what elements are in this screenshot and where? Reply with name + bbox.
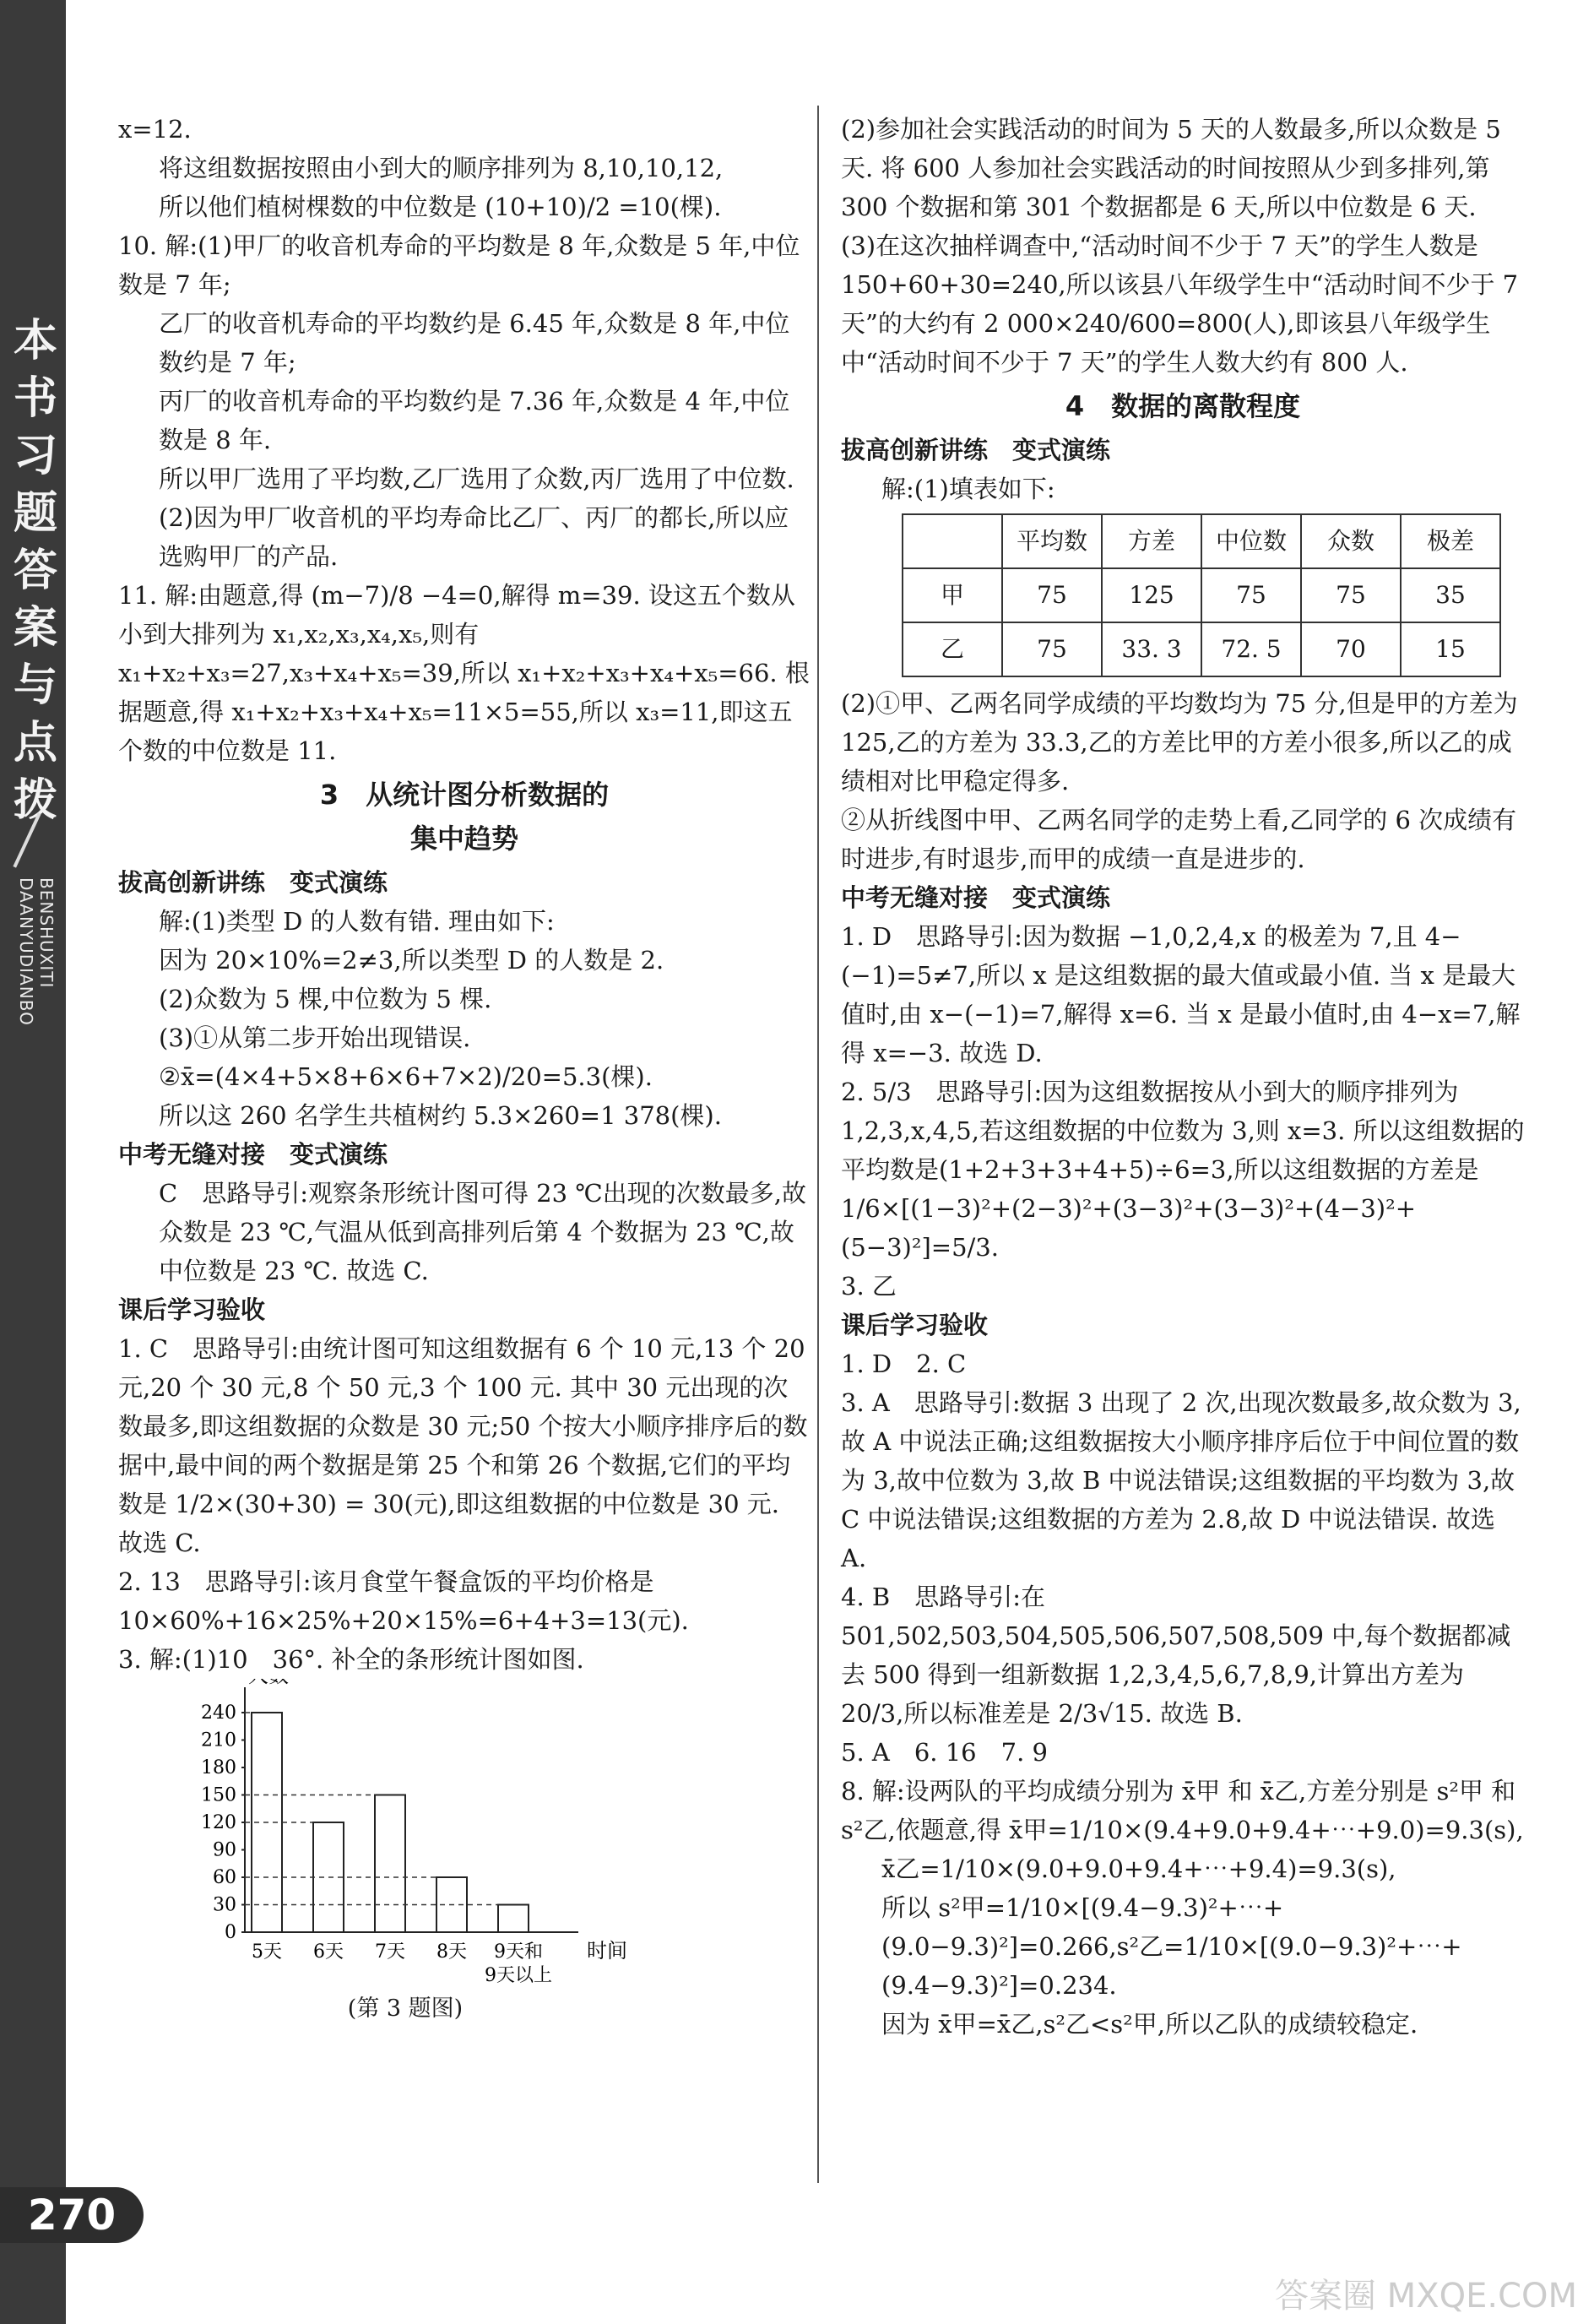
- column-divider: [817, 106, 819, 2183]
- text-line: 所以甲厂选用了平均数,乙厂选用了众数,丙厂选用了中位数.: [159, 464, 794, 493]
- text-line: 4. B 思路导引:在 501,502,503,504,505,506,507,508,509 中,每个数据都减去 500 得到一组新数据 1,2,3,4,5,6,7,8,9,计算出方差为 20/3,所以标准差是 2/3√15. 故选 B.: [841, 1583, 1511, 1728]
- x-tick-label: 9天以上: [485, 1965, 552, 1983]
- bar: [375, 1795, 405, 1933]
- table-cell: 75: [1002, 568, 1102, 622]
- y-tick-label: 0: [225, 1922, 236, 1943]
- table-cell: 75: [1301, 568, 1401, 622]
- table-cell: 125: [1102, 568, 1201, 622]
- sidebar-title-char: 拨: [13, 775, 57, 826]
- text-line: (3)在这次抽样调查中,“活动时间不少于 7 天”的学生人数是 150+60+30=240,所以该县八年级学生中“活动时间不少于 7 天”的大约有 2 000×240/600=800(人),即该县八年级学生中“活动时间不少于 7 天”的学生人数大约有 800 人.: [841, 231, 1519, 377]
- sidebar-title-char: 习: [13, 431, 57, 481]
- x-tick-label: 8天: [436, 1941, 467, 1963]
- sidebar-title-char: 书: [13, 373, 57, 424]
- table-cell: 中位数: [1201, 514, 1301, 568]
- section-title: 集中趋势: [409, 823, 518, 855]
- x-tick-label: 5天: [252, 1941, 282, 1963]
- subsection-heading: 课后学习验收: [118, 1295, 266, 1324]
- text-line: 3. 解:(1)10 36°. 补全的条形统计图如图.: [118, 1645, 584, 1674]
- figure-caption: (第 3 题图): [347, 1995, 464, 2022]
- y-tick-label: 90: [213, 1839, 236, 1861]
- sidebar-title-char: 答: [13, 546, 57, 596]
- table-header-row: [903, 514, 1500, 568]
- text-line: 3. A 思路导引:数据 3 出现了 2 次,出现次数最多,故众数为 3,故 A 中说法正确;这组数据按大小顺序排序后位于中间位置的数为 3,故中位数为 3,故 B 中说法错误;这组数据的平均数为 3,故 C 中说法错误;这组数据的方差为 2.8,故 D 中说法错误. 故选 A.: [841, 1388, 1521, 1572]
- text-line: 1. D 思路导引:因为数据 −1,0,2,4,x 的极差为 7,且 4−(−1)=5≠7,所以 x 是这组数据的最大值或最小值. 当 x 是最大值时,由 x−(−1)=7,解得 x=6. 当 x 是最小值时,由 4−x=7,解得 x=−3. 故选 D.: [841, 922, 1521, 1067]
- text-line: (3)①从第二步开始出现错误.: [159, 1024, 471, 1052]
- bar-chart: [169, 1679, 675, 1983]
- subsection-heading: 拔高创新讲练 变式演练: [841, 436, 1111, 464]
- text-line: 丙厂的收音机寿命的平均数约是 7.36 年,众数是 4 年,中位数是 8 年.: [159, 387, 790, 454]
- sidebar-title-char: 点: [13, 718, 57, 768]
- y-tick-label: 120: [201, 1812, 236, 1833]
- text-line: ②x̄=(4×4+5×8+6×6+7×2)/20=5.3(棵).: [159, 1062, 653, 1091]
- text-line: 所以 s²甲=1/10×[(9.4−9.3)²+⋯+(9.0−9.3)²]=0.266,s²乙=1/10×[(9.0−9.3)²+⋯+(9.4−9.3)²]=0.234.: [881, 1893, 1462, 2000]
- bar-chart-figure: [169, 1679, 811, 2024]
- text-line: 5. A 6. 16 7. 9: [841, 1738, 1048, 1767]
- table-cell: 72. 5: [1201, 622, 1301, 676]
- text-line: (2)①甲、乙两名同学成绩的平均数均为 75 分,但是甲的方差为 125,乙的方差为 33.3,乙的方差比甲的方差小很多,所以乙的成绩相对比甲稳定得多.: [841, 689, 1518, 795]
- x-tick-label: 7天: [375, 1941, 405, 1963]
- x-tick-label: 6天: [313, 1941, 344, 1963]
- text-line: 11. 解:由题意,得 (m−7)/8 −4=0,解得 m=39. 设这五个数从小到大排列为 x₁,x₂,x₃,x₄,x₅,则有 x₁+x₂+x₃=27,x₃+x₄+x₅=39,所以 x₁+x₂+x₃+x₄+x₅=66. 根据题意,得 x₁+x₂+x₃+x₄+x₅=11×5=55,所以 x₃=11,即这五个数的中位数是 11.: [118, 581, 810, 765]
- text-line: 解:(1)填表如下:: [881, 475, 1055, 503]
- table-cell: 极差: [1401, 514, 1500, 568]
- text-line: 2. 13 思路导引:该月食堂午餐盒饭的平均价格是 10×60%+16×25%+20×15%=6+4+3=13(元).: [118, 1567, 689, 1635]
- y-axis-label: [248, 1679, 289, 1687]
- y-tick-label: 210: [201, 1729, 236, 1751]
- text-line: 10. 解:(1)甲厂的收音机寿命的平均数是 8 年,众数是 5 年,中位数是 7 年;: [118, 231, 800, 299]
- text-line: 3. 乙: [841, 1272, 897, 1300]
- text-line: 所以他们植树棵数的中位数是 (10+10)/2 =10(棵).: [159, 193, 722, 221]
- watermark: 答案圈 MXQE.COM: [1274, 2277, 1577, 2316]
- text-line: x̄乙=1/10×(9.0+9.0+9.4+⋯+9.4)=9.3(s),: [881, 1854, 1396, 1883]
- table-row: [903, 568, 1500, 622]
- bar: [498, 1905, 529, 1933]
- y-tick-label: 150: [201, 1784, 236, 1806]
- left-column: [118, 110, 811, 2024]
- stats-table: [902, 513, 1501, 677]
- table-cell: 70: [1301, 622, 1401, 676]
- right-column: [841, 110, 1525, 2044]
- y-tick-label: 30: [213, 1894, 236, 1916]
- table-row: [903, 622, 1500, 676]
- text-line: 1. D 2. C: [841, 1349, 967, 1378]
- text-line: (2)因为甲厂收音机的平均寿命比乙厂、丙厂的都长,所以应选购甲厂的产品.: [159, 503, 789, 571]
- table-cell: 75: [1201, 568, 1301, 622]
- sidebar-title-char: 本: [13, 316, 57, 367]
- text-line: (2)众数为 5 棵,中位数为 5 棵.: [159, 985, 492, 1013]
- table-cell: 35: [1401, 568, 1500, 622]
- table-cell: 方差: [1102, 514, 1201, 568]
- table-cell: 众数: [1301, 514, 1401, 568]
- table-cell: 33. 3: [1102, 622, 1201, 676]
- text-line: (2)参加社会实践活动的时间为 5 天的人数最多,所以众数是 5 天. 将 600 人参加社会实践活动的时间按照从少到多排列,第 300 个数据和第 301 个数据都是 6 天,所以中位数是 6 天.: [841, 115, 1501, 221]
- sidebar-title-char: 题: [13, 488, 57, 539]
- subsection-heading: 课后学习验收: [841, 1311, 989, 1339]
- sidebar-pinyin: BENSHUXITI DAANYUDIANBO: [16, 877, 57, 1026]
- subsection-heading: 拔高创新讲练 变式演练: [118, 868, 388, 897]
- page-number: 270: [0, 2187, 144, 2243]
- table-cell: 乙: [903, 622, 1002, 676]
- table-cell: 平均数: [1002, 514, 1102, 568]
- table-cell: 75: [1002, 622, 1102, 676]
- table-cell: 甲: [903, 568, 1002, 622]
- x-axis-label: 时间: [587, 1939, 627, 1963]
- text-line: 将这组数据按照由小到大的顺序排列为 8,10,10,12,: [159, 154, 724, 182]
- text-line: ②从折线图中甲、乙两名同学的走势上看,乙同学的 6 次成绩有时进步,有时退步,而甲的成绩一直是进步的.: [841, 806, 1517, 873]
- text-line: 所以这 260 名学生共植树约 5.3×260=1 378(棵).: [159, 1101, 722, 1130]
- text-line: 2. 5/3 思路导引:因为这组数据按从小到大的顺序排列为 1,2,3,x,4,5,若这组数据的中位数为 3,则 x=3. 所以这组数据的平均数是(1+2+3+3+4+5)÷6=3,所以这组数据的方差是 1/6×[(1−3)²+(2−3)²+(3−3)²+(3−3)²+(4−3)²+(5−3)²]=5/3.: [841, 1078, 1525, 1262]
- y-tick-label: 180: [201, 1757, 236, 1778]
- text-line: 8. 解:设两队的平均成绩分别为 x̄甲 和 x̄乙,方差分别是 s²甲 和 s²乙,依题意,得 x̄甲=1/10×(9.4+9.0+9.4+⋯+9.0)=9.3(s),: [841, 1777, 1524, 1844]
- text-line: 因为 x̄甲=x̄乙,s²乙<s²甲,所以乙队的成绩较稳定.: [881, 2010, 1418, 2039]
- y-tick-label: 60: [213, 1867, 236, 1888]
- x-tick-label: 9天和: [494, 1941, 543, 1963]
- text-line: 1. C 思路导引:由统计图可知这组数据有 6 个 10 元,13 个 20 元,20 个 30 元,8 个 50 元,3 个 100 元. 其中 30 元出现的次数最多,即这组数据的众数是 30 元;50 个按大小顺序排序后的数据中,最中间的两个数据是第 25 个和第 26 个数据,它们的平均数是 1/2×(30+30) = 30(元),即这组数据的中位数是 30 元. 故选 C.: [118, 1334, 808, 1557]
- subsection-heading: 中考无缝对接 变式演练: [841, 883, 1111, 912]
- text-line: 乙厂的收音机寿命的平均数约是 6.45 年,众数是 8 年,中位数约是 7 年;: [159, 309, 790, 377]
- section-title: 3 从统计图分析数据的: [319, 779, 610, 811]
- sidebar-title-char: 案: [13, 603, 57, 654]
- text-line: 解:(1)类型 D 的人数有错. 理由如下:: [159, 907, 555, 936]
- table-cell: [903, 514, 1002, 568]
- sidebar-title-char: 与: [13, 660, 57, 711]
- text-line: C 思路导引:观察条形统计图可得 23 ℃出现的次数最多,故众数是 23 ℃,气温从低到高排列后第 4 个数据为 23 ℃,故中位数是 23 ℃. 故选 C.: [159, 1179, 806, 1285]
- text-line: x=12.: [118, 115, 192, 144]
- sidebar-title: [10, 312, 61, 829]
- subsection-heading: 中考无缝对接 变式演练: [118, 1140, 388, 1169]
- sidebar: [0, 0, 66, 2324]
- section-title: 4 数据的离散程度: [1065, 390, 1301, 422]
- text-line: 因为 20×10%=2≠3,所以类型 D 的人数是 2.: [159, 946, 664, 975]
- table-cell: 15: [1401, 622, 1500, 676]
- y-tick-label: 240: [201, 1702, 236, 1724]
